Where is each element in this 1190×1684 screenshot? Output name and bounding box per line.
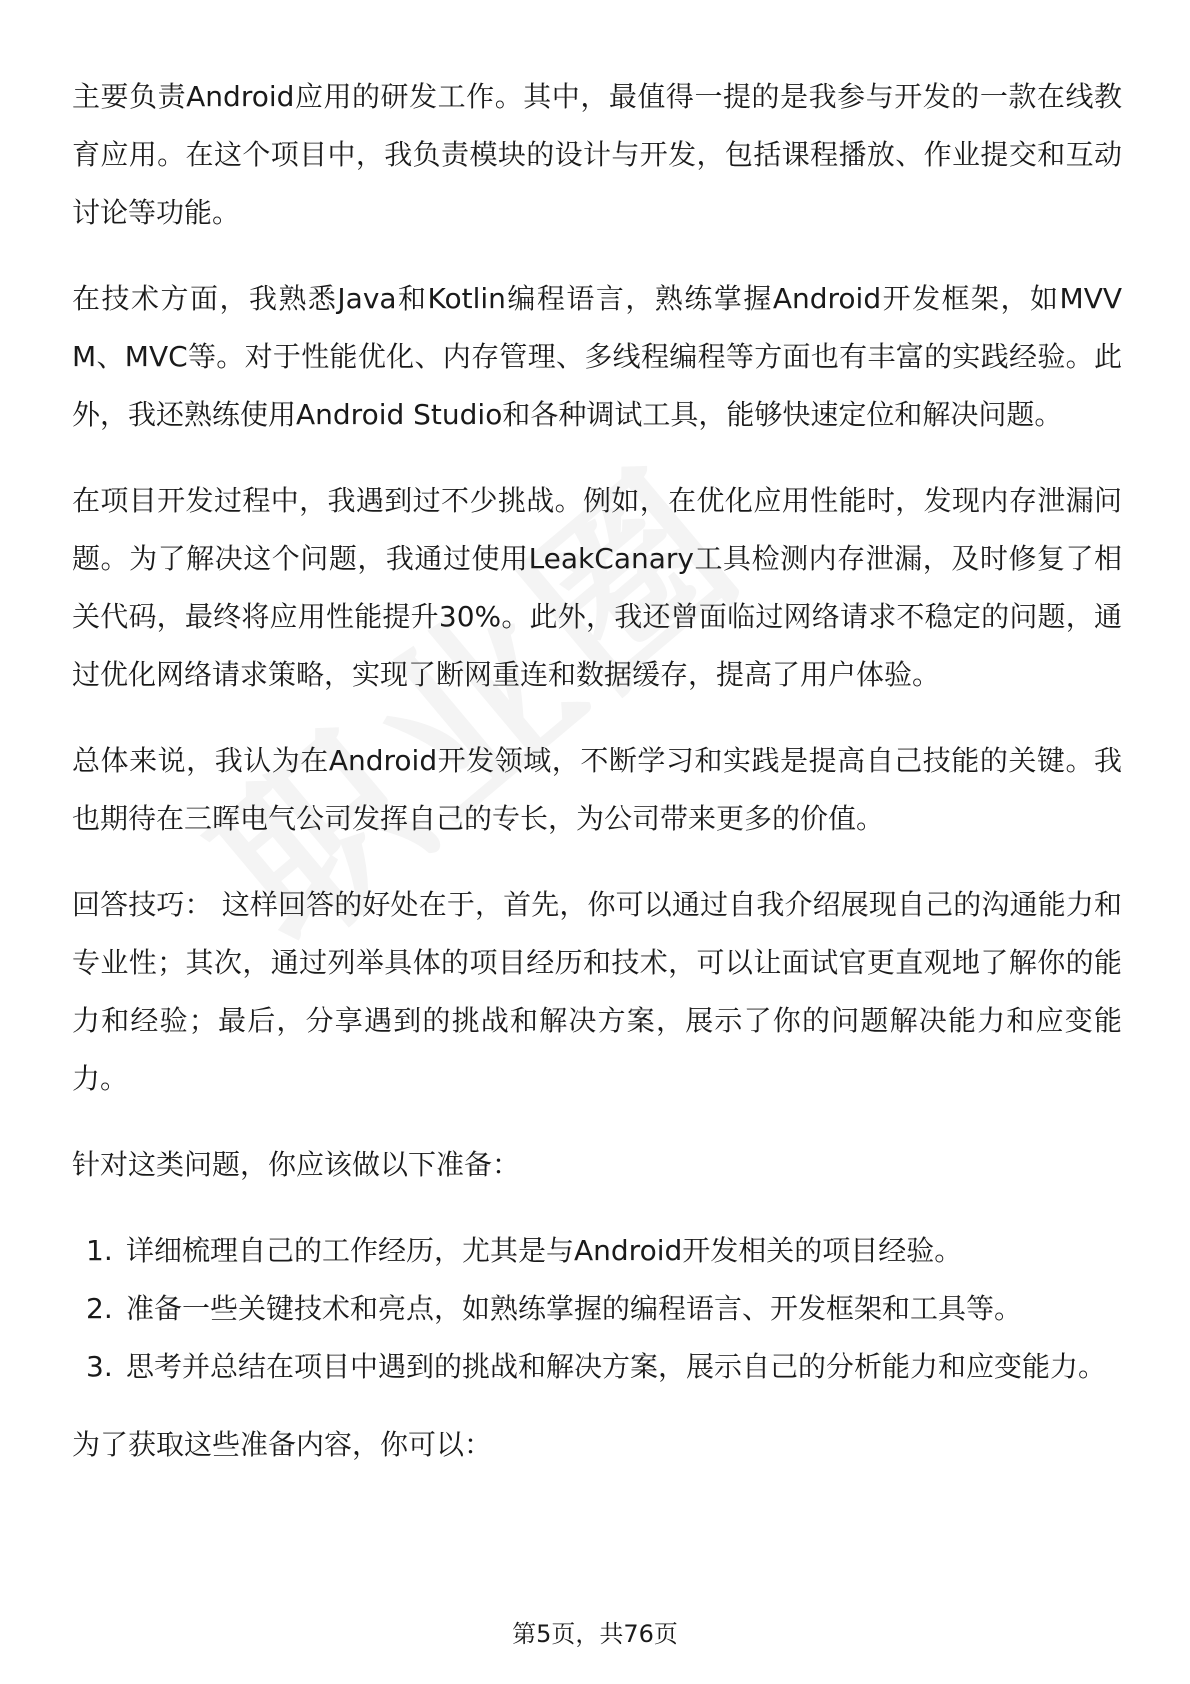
document-body bbox=[72, 68, 1122, 1502]
list-number: 2. bbox=[86, 1292, 113, 1325]
closing-paragraph: 为了获取这些准备内容，你可以： bbox=[72, 1428, 493, 1461]
list-number: 3. bbox=[86, 1350, 113, 1383]
paragraph: 主要负责Android应用的研发工作。其中，最值得一提的是我参与开发的一款在线教育应用。在这个项目中，我负责模块的设计与开发，包括课程播放、作业提交和互动讨论等功能。 bbox=[72, 80, 1122, 229]
preparation-list bbox=[72, 1222, 1122, 1396]
list-item bbox=[72, 1280, 1122, 1338]
paragraph: 在技术方面，我熟悉Java和Kotlin编程语言，熟练掌握Android开发框架，如MVVM、MVC等。对于性能优化、内存管理、多线程编程等方面也有丰富的实践经验。此外，我还熟练使用Android Studio和各种调试工具，能够快速定位和解决问题。 bbox=[72, 282, 1122, 431]
paragraph: 总体来说，我认为在Android开发领域，不断学习和实践是提高自己技能的关键。我也期待在三晖电气公司发挥自己的专长，为公司带来更多的价值。 bbox=[72, 744, 1122, 835]
list-item bbox=[72, 1338, 1122, 1396]
paragraph: 在项目开发过程中，我遇到过不少挑战。例如，在优化应用性能时，发现内存泄漏问题。为了解决这个问题，我通过使用LeakCanary工具检测内存泄漏，及时修复了相关代码，最终将应用性能提升30%。此外，我还曾面临过网络请求不稳定的问题，通过优化网络请求策略，实现了断网重连和数据缓存，提高了用户体验。 bbox=[72, 484, 1122, 691]
list-text: 详细梳理自己的工作经历，尤其是与Android开发相关的项目经验。 bbox=[126, 1234, 963, 1267]
list-item bbox=[72, 1222, 1122, 1280]
list-number: 1. bbox=[86, 1234, 113, 1267]
list-text: 准备一些关键技术和亮点，如熟练掌握的编程语言、开发框架和工具等。 bbox=[126, 1292, 1023, 1325]
paragraph: 回答技巧： 这样回答的好处在于，首先，你可以通过自我介绍展现自己的沟通能力和专业性；其次，通过列举具体的项目经历和技术，可以让面试官更直观地了解你的能力和经验；最后，分享遇到的挑战和解决方案，展示了你的问题解决能力和应变能力。 bbox=[72, 888, 1122, 1095]
list-text: 思考并总结在项目中遇到的挑战和解决方案，展示自己的分析能力和应变能力。 bbox=[126, 1350, 1107, 1383]
paragraph: 针对这类问题，你应该做以下准备： bbox=[72, 1148, 521, 1181]
page-number: 第5页，共76页 bbox=[512, 1620, 678, 1648]
